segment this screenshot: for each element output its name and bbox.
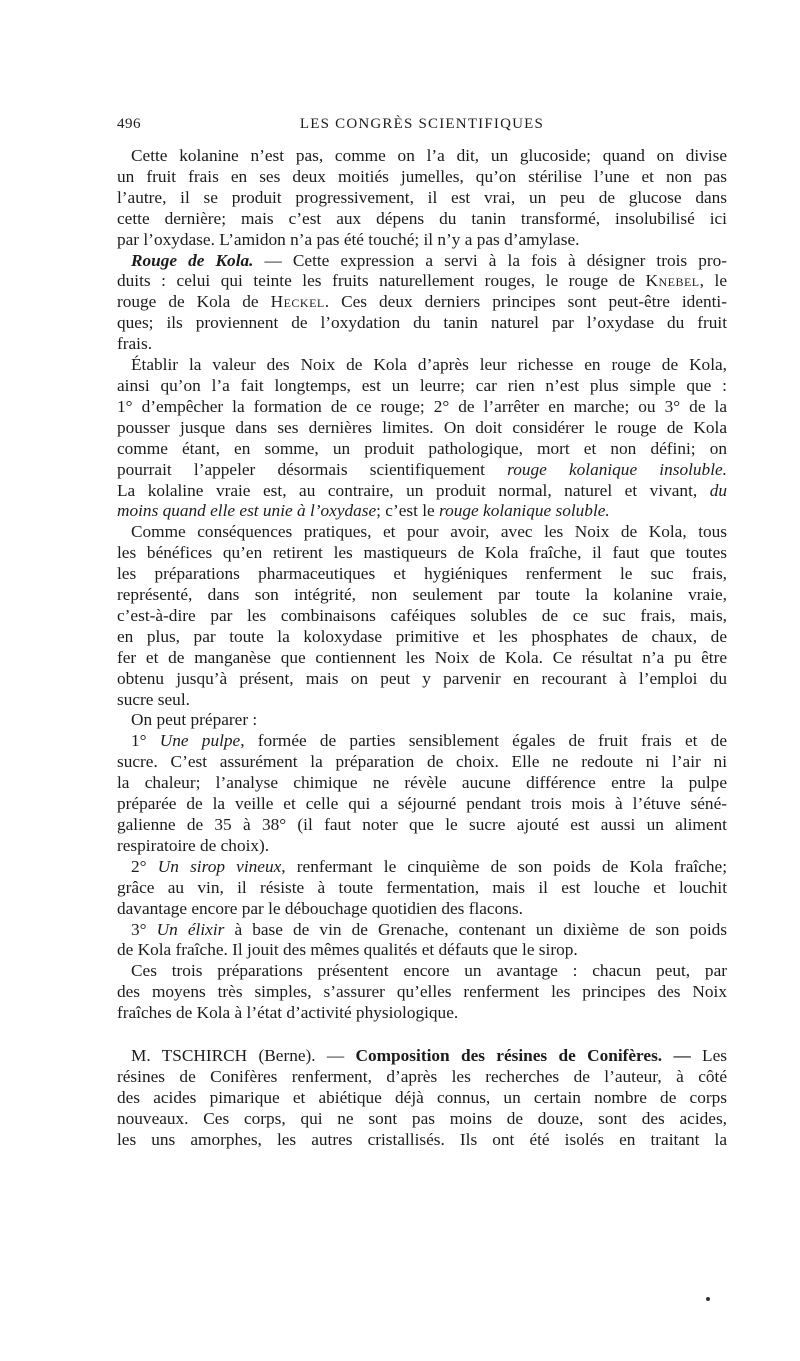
paragraph — [117, 961, 727, 1024]
paragraph — [117, 857, 727, 920]
text-line: davantage encore par le débouchage quotidien des flacons. — [117, 898, 523, 918]
paragraph — [117, 355, 727, 522]
paragraph — [117, 146, 727, 251]
text-line: 1° Une pulpe, formée de parties sensiblement égales de fruit frais et de — [131, 731, 727, 751]
text-line: des acides pimarique et abiétique déjà connus, un certain nombre de corps — [117, 1087, 727, 1107]
text-line: sucre. C’est assurément la préparation de choix. Elle ne redoute ni l’air ni — [117, 752, 727, 772]
print-speck — [706, 1297, 710, 1301]
text-line: fer et de manganèse que contiennent les Noix de Kola. Ce résultat n’a pu être — [117, 647, 727, 667]
text-line: un fruit frais en ses deux moitiés jumelles, qu’on stérilise l’une et non pas — [117, 166, 727, 186]
text-line: la chaleur; l’analyse chimique ne révèle aucune différence entre la pulpe — [117, 773, 727, 793]
italic-term: moins quand elle est unie à l’oxydase — [117, 501, 377, 521]
text-line: La kolaline vraie est, au contraire, un produit normal, naturel et vivant, du — [117, 480, 727, 500]
text-line: moins quand elle est unie à l’oxydase; c’est le rouge kolanique soluble. — [117, 501, 610, 521]
communication-title: Composition des résines de Conifères. — — [355, 1046, 691, 1066]
text-line: Ces trois préparations présentent encore un avantage : chacun peut, par — [131, 961, 727, 981]
text-line: Cette kolanine n’est pas, comme on l’a dit, un glucoside; quand on divise — [131, 146, 727, 165]
text-line: ainsi qu’on l’a fait longtemps, est un leurre; car rien n’est plus simple que : — [117, 375, 727, 395]
text-line: duits : celui qui teinte les fruits naturellement rouges, le rouge de Knebel, le — [117, 271, 727, 291]
text-line: sucre seul. — [117, 689, 190, 709]
paragraph — [117, 1046, 727, 1151]
text-line: Établir la valeur des Noix de Kola d’après leur richesse en rouge de Kola, — [131, 355, 727, 375]
italic-term: rouge kolanique insoluble. — [507, 459, 727, 479]
text-line: en plus, par toute la koloxydase primitive et les phosphates de chaux, de — [117, 626, 727, 646]
text-line: représenté, dans son intégrité, non seulement par toute la kolanine vraie, — [117, 585, 727, 605]
author-name: M. TSCHIRCH — [131, 1046, 248, 1066]
text-line: comme étant, en somme, un produit pathologique, mort et non défini; on — [117, 438, 727, 458]
text-line: M. TSCHIRCH (Berne). — Composition des résines de Conifères. — Les — [131, 1046, 728, 1066]
text-line: les bénéfices qu’en retirent les mastiqueurs de Kola fraîche, il faut que toutes — [117, 543, 727, 563]
body-text — [117, 146, 727, 1151]
text-line: obtenu jusqu’à présent, mais on peut y parvenir en recourant à l’emploi du — [117, 668, 727, 688]
page-number: 496 — [117, 116, 141, 132]
text-line: On peut préparer : — [131, 710, 258, 730]
text-line: respiratoire de choix). — [117, 835, 270, 855]
text-line: 3° Un élixir à base de vin de Grenache, contenant un dixième de son poids — [131, 919, 727, 939]
text-line: résines de Conifères renferment, d’après les recherches de l’auteur, à côté — [117, 1066, 727, 1086]
italic-term: Une pulpe — [159, 731, 241, 751]
text-line: de Kola fraîche. Il jouit des mêmes qualités et défauts que le sirop. — [117, 940, 578, 960]
text-line: l’autre, il se produit progressivement, il est vrai, un peu de glucose dans — [117, 187, 727, 207]
text-line: galienne de 35 à 38° (il faut noter que le sucre ajouté est aussi un aliment — [117, 815, 727, 834]
author-name: Knebel — [645, 271, 700, 291]
running-head: LES CONGRÈS SCIENTIFIQUES — [299, 116, 545, 132]
paragraph — [117, 731, 727, 856]
italic-term: du — [709, 480, 727, 500]
text-line: frais. — [117, 334, 153, 354]
text-line: ques; ils proviennent de l’oxydation du tanin naturel par l’oxydase du fruit — [117, 313, 727, 333]
text-line: préparée de la veille et celle qui a séjourné pendant trois mois à l’étuve séné- — [117, 794, 727, 814]
text-line: c’est-à-dire par les combinaisons caféiques solubles de ce suc frais, mais, — [117, 605, 727, 625]
author-name: Heckel — [270, 292, 325, 312]
text-line: rouge de Kola de Heckel. Ces deux derniers principes sont peut-être identi- — [117, 292, 727, 312]
italic-term: rouge kolanique soluble. — [439, 501, 610, 521]
paragraph — [117, 522, 727, 710]
section-lead: Rouge de Kola. — [131, 250, 254, 270]
text-line: grâce au vin, il résiste à toute fermentation, mais il est louche et louchit — [117, 877, 727, 897]
text-line: les préparations pharmaceutiques et hygiéniques renferment le suc frais, — [117, 564, 727, 584]
text-line: pourrait l’appeler désormais scientifiquement rouge kolanique insoluble. — [117, 459, 727, 479]
text-line: les uns amorphes, les autres cristallisés. Ils ont été isolés en traitant la — [117, 1129, 727, 1149]
italic-term: Un élixir — [156, 919, 225, 939]
text-line: Comme conséquences pratiques, et pour avoir, avec les Noix de Kola, tous — [131, 522, 727, 542]
text-line: par l’oxydase. L’amidon n’a pas été touché; il n’y a pas d’amylase. — [117, 229, 580, 249]
text-line: fraîches de Kola à l’état d’activité physiologique. — [117, 1003, 459, 1023]
paragraph — [117, 920, 727, 962]
text-line: 2° Un sirop vineux, renfermant le cinquième de son poids de Kola fraîche; — [131, 856, 728, 876]
paragraph — [117, 710, 727, 731]
text-line: 1° d’empêcher la formation de ce rouge; 2° de l’arrêter en marche; ou 3° de la — [117, 396, 727, 416]
paragraph — [117, 251, 727, 356]
text-line: cette dernière; mais c’est aux dépens du tanin transformé, insolubilisé ici — [117, 208, 727, 228]
text-line: nouveaux. Ces corps, qui ne sont pas moins de douze, sont des acides, — [117, 1108, 727, 1128]
text-line: des moyens très simples, s’assurer qu’elles renferment les principes des Noix — [117, 982, 727, 1002]
italic-term: Un sirop vineux — [157, 856, 282, 876]
text-line: pousser jusque dans ses dernières limites. On doit considérer le rouge de Kola — [117, 417, 727, 437]
text-line: Rouge de Kola. — Cette expression a servi à la fois à désigner trois pro- — [131, 250, 727, 270]
